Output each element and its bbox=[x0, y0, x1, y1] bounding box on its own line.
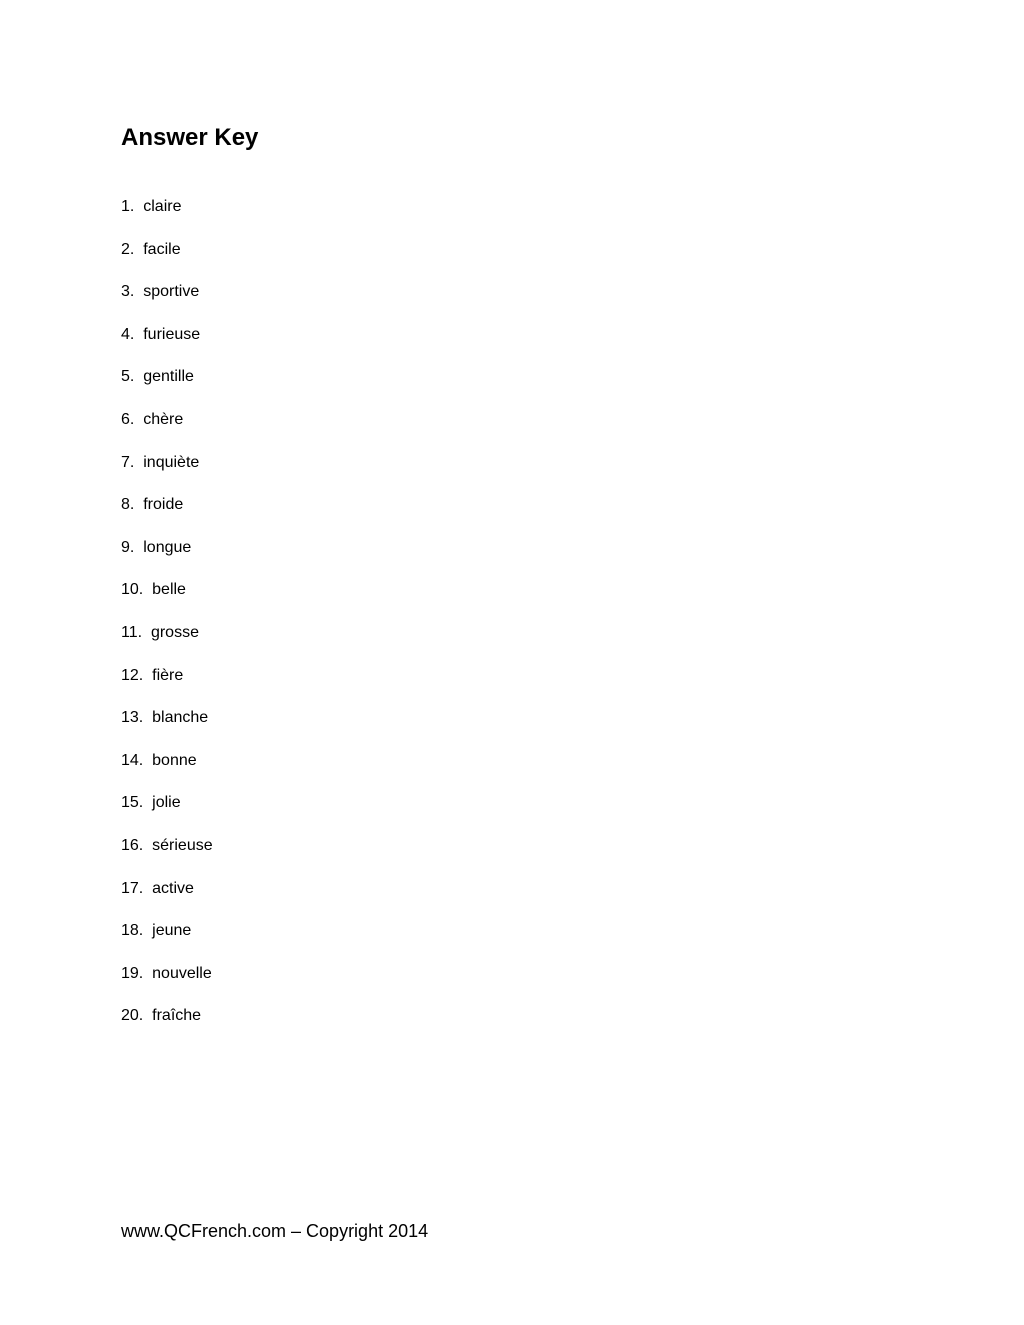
answer-item bbox=[121, 195, 213, 238]
answer-number: 16. bbox=[121, 836, 144, 854]
answer-word: chère bbox=[143, 410, 184, 428]
answer-number: 6. bbox=[121, 410, 135, 428]
answer-item bbox=[121, 493, 213, 536]
answer-number: 11. bbox=[121, 623, 143, 641]
answer-item bbox=[121, 323, 213, 366]
answer-word: furieuse bbox=[143, 325, 201, 343]
answer-item bbox=[121, 578, 213, 621]
answer-number: 7. bbox=[121, 453, 135, 471]
answer-number: 10. bbox=[121, 581, 144, 599]
answer-number: 1. bbox=[121, 198, 135, 215]
answer-word: active bbox=[152, 879, 194, 897]
answer-item bbox=[121, 536, 213, 579]
answer-item bbox=[121, 365, 213, 408]
answer-number: 13. bbox=[121, 709, 144, 727]
answer-number: 4. bbox=[121, 325, 135, 343]
answer-word: gentille bbox=[143, 368, 194, 386]
answer-item bbox=[121, 962, 213, 1005]
answer-word: grosse bbox=[150, 623, 199, 641]
answer-word: sportive bbox=[143, 283, 200, 301]
answer-item bbox=[121, 919, 213, 962]
answer-item bbox=[121, 408, 213, 451]
answer-number: 14. bbox=[121, 751, 144, 769]
answer-item bbox=[121, 834, 213, 877]
answer-word: froide bbox=[143, 496, 184, 514]
answer-word: facile bbox=[143, 240, 181, 258]
answer-number: 17. bbox=[121, 879, 144, 897]
answer-number: 9. bbox=[121, 538, 135, 556]
answer-word: claire bbox=[143, 198, 182, 215]
answer-word: longue bbox=[143, 538, 192, 556]
answer-item bbox=[121, 706, 213, 749]
answer-word: bonne bbox=[152, 751, 197, 769]
answer-item bbox=[121, 877, 213, 920]
answer-number: 12. bbox=[121, 666, 144, 684]
answer-number: 3. bbox=[121, 283, 135, 301]
answer-word: fière bbox=[152, 666, 184, 684]
answer-item bbox=[121, 621, 213, 664]
answer-number: 18. bbox=[121, 922, 144, 940]
answer-list bbox=[121, 195, 213, 1047]
answer-number: 15. bbox=[121, 794, 144, 812]
answer-item bbox=[121, 791, 213, 834]
answer-item bbox=[121, 451, 213, 494]
answer-word: fraîche bbox=[152, 1007, 202, 1025]
answer-word: inquiète bbox=[143, 453, 200, 471]
answer-number: 5. bbox=[121, 368, 135, 386]
answer-word: sérieuse bbox=[152, 836, 213, 854]
answer-number: 8. bbox=[121, 496, 135, 514]
answer-number: 2. bbox=[121, 240, 135, 258]
answer-word: nouvelle bbox=[152, 964, 212, 982]
answer-item bbox=[121, 749, 213, 792]
answer-word: blanche bbox=[152, 709, 209, 727]
answer-item bbox=[121, 1004, 213, 1047]
answer-word: jolie bbox=[152, 794, 181, 812]
answer-item bbox=[121, 238, 213, 281]
page-title: Answer Key bbox=[121, 124, 259, 151]
answer-item bbox=[121, 664, 213, 707]
answer-number: 19. bbox=[121, 964, 144, 982]
answer-word: belle bbox=[152, 581, 186, 599]
answer-item bbox=[121, 280, 213, 323]
copyright-footer: www.QCFrench.com – Copyright 2014 bbox=[121, 1221, 429, 1241]
answer-word: jeune bbox=[152, 922, 192, 940]
answer-number: 20. bbox=[121, 1007, 144, 1025]
